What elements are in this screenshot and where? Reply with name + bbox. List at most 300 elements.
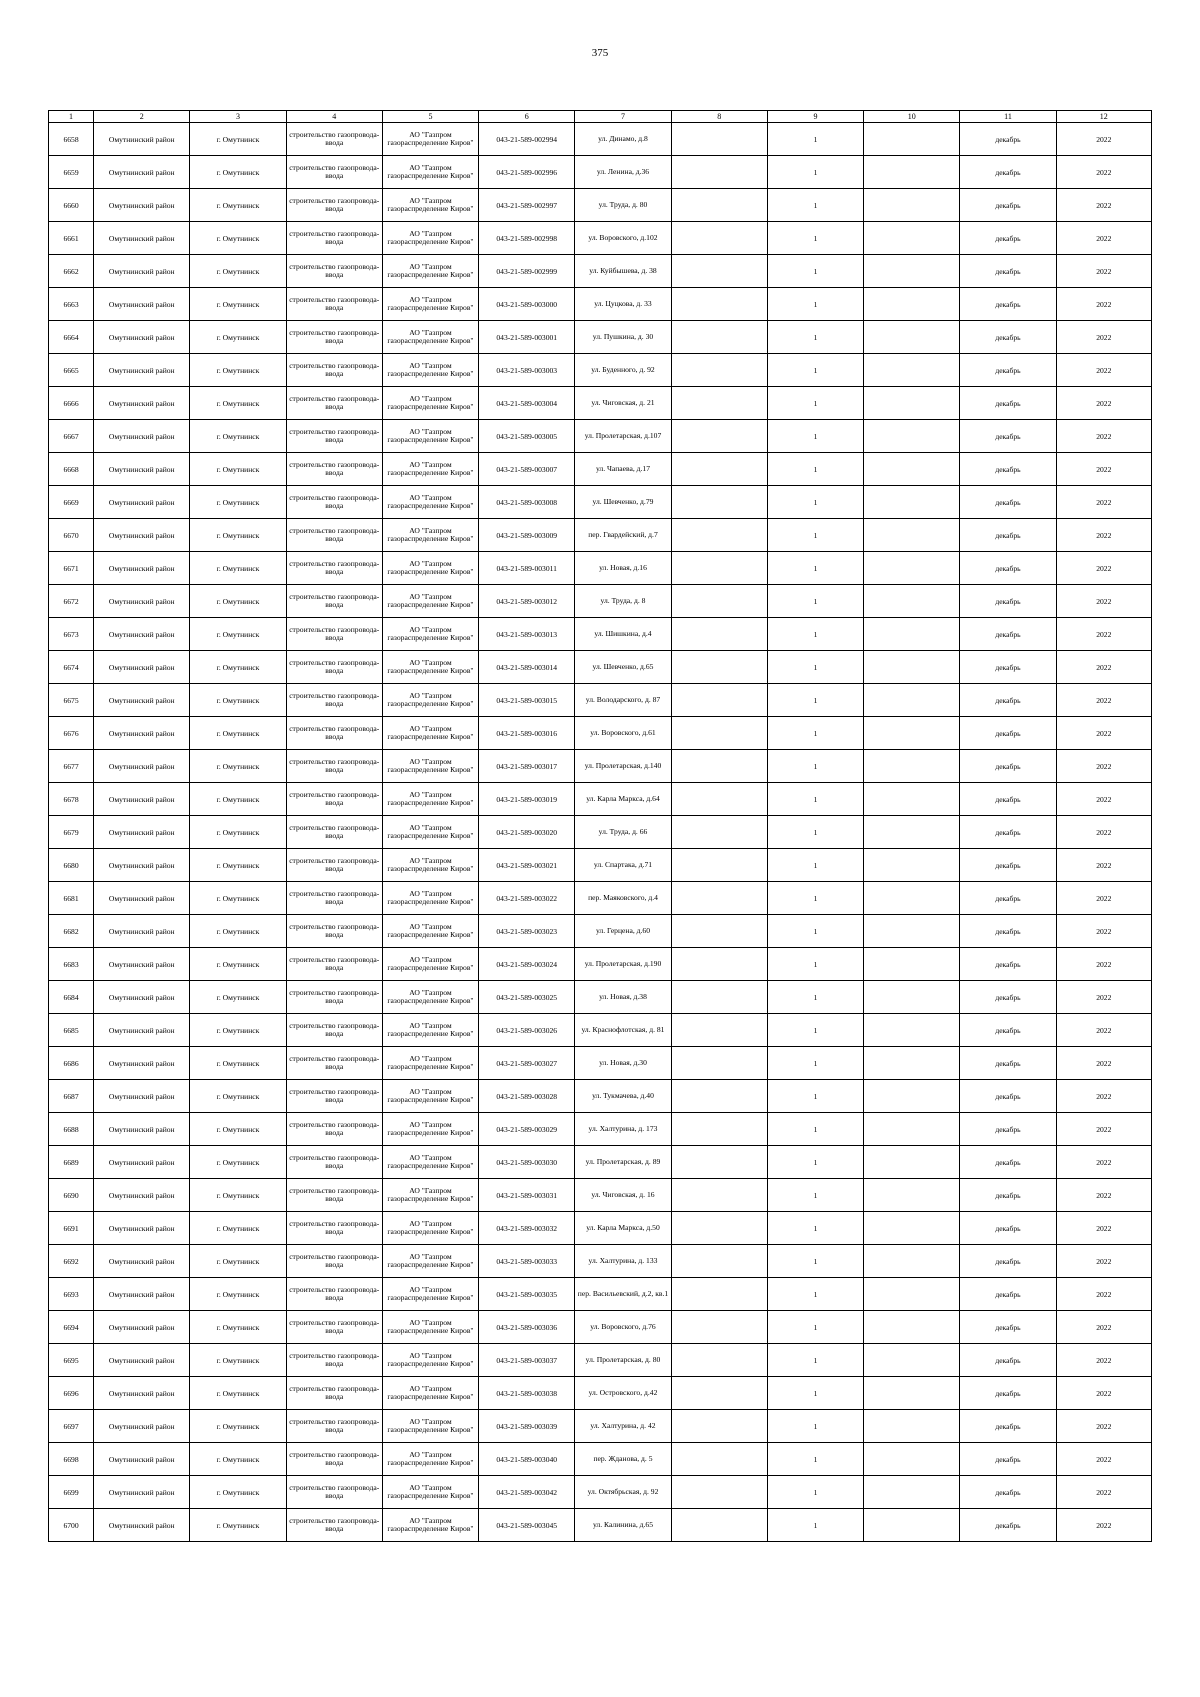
month-cell: декабрь	[960, 123, 1056, 156]
quantity-cell: 1	[767, 519, 863, 552]
code-cell: 043-21-589-003031	[479, 1179, 575, 1212]
district-cell: Омутнинский район	[94, 486, 190, 519]
month-cell: декабрь	[960, 486, 1056, 519]
column-header: 1	[49, 111, 94, 123]
empty-cell	[864, 915, 960, 948]
year-cell: 2022	[1056, 1344, 1151, 1377]
organization-cell: АО "Газпром газораспределение Киров"	[382, 1047, 478, 1080]
code-cell: 043-21-589-003027	[479, 1047, 575, 1080]
organization-cell: АО "Газпром газораспределение Киров"	[382, 1311, 478, 1344]
row-number-cell: 6688	[49, 1113, 94, 1146]
work-type-cell: строительство газопровода-ввода	[286, 387, 382, 420]
city-cell: г. Омутнинск	[190, 1443, 286, 1476]
organization-cell: АО "Газпром газораспределение Киров"	[382, 717, 478, 750]
row-number-cell: 6665	[49, 354, 94, 387]
empty-cell	[864, 321, 960, 354]
address-cell: ул. Пролетарская, д. 80	[575, 1344, 671, 1377]
organization-cell: АО "Газпром газораспределение Киров"	[382, 288, 478, 321]
month-cell: декабрь	[960, 651, 1056, 684]
quantity-cell: 1	[767, 255, 863, 288]
empty-cell	[671, 585, 767, 618]
table-row	[49, 651, 1152, 684]
empty-cell	[864, 1212, 960, 1245]
empty-cell	[671, 651, 767, 684]
month-cell: декабрь	[960, 288, 1056, 321]
address-cell: ул. Чиговская, д. 21	[575, 387, 671, 420]
table-row	[49, 882, 1152, 915]
quantity-cell: 1	[767, 1311, 863, 1344]
work-type-cell: строительство газопровода-ввода	[286, 1509, 382, 1542]
table-row	[49, 618, 1152, 651]
work-type-cell: строительство газопровода-ввода	[286, 849, 382, 882]
district-cell: Омутнинский район	[94, 1476, 190, 1509]
month-cell: декабрь	[960, 981, 1056, 1014]
table-row	[49, 453, 1152, 486]
empty-cell	[864, 1080, 960, 1113]
district-cell: Омутнинский район	[94, 1146, 190, 1179]
row-number-cell: 6683	[49, 948, 94, 981]
table-row	[49, 420, 1152, 453]
row-number-cell: 6681	[49, 882, 94, 915]
quantity-cell: 1	[767, 783, 863, 816]
row-number-cell: 6670	[49, 519, 94, 552]
organization-cell: АО "Газпром газораспределение Киров"	[382, 519, 478, 552]
work-type-cell: строительство газопровода-ввода	[286, 1212, 382, 1245]
table-row	[49, 1410, 1152, 1443]
row-number-cell: 6695	[49, 1344, 94, 1377]
month-cell: декабрь	[960, 1179, 1056, 1212]
year-cell: 2022	[1056, 882, 1151, 915]
organization-cell: АО "Газпром газораспределение Киров"	[382, 816, 478, 849]
quantity-cell: 1	[767, 882, 863, 915]
city-cell: г. Омутнинск	[190, 1410, 286, 1443]
empty-cell	[864, 156, 960, 189]
row-number-cell: 6669	[49, 486, 94, 519]
organization-cell: АО "Газпром газораспределение Киров"	[382, 882, 478, 915]
month-cell: декабрь	[960, 1278, 1056, 1311]
empty-cell	[864, 717, 960, 750]
year-cell: 2022	[1056, 321, 1151, 354]
organization-cell: АО "Газпром газораспределение Киров"	[382, 1410, 478, 1443]
row-number-cell: 6662	[49, 255, 94, 288]
table-row	[49, 156, 1152, 189]
city-cell: г. Омутнинск	[190, 519, 286, 552]
work-type-cell: строительство газопровода-ввода	[286, 816, 382, 849]
table-row	[49, 1113, 1152, 1146]
city-cell: г. Омутнинск	[190, 1377, 286, 1410]
quantity-cell: 1	[767, 552, 863, 585]
city-cell: г. Омутнинск	[190, 981, 286, 1014]
organization-cell: АО "Газпром газораспределение Киров"	[382, 354, 478, 387]
quantity-cell: 1	[767, 321, 863, 354]
work-type-cell: строительство газопровода-ввода	[286, 717, 382, 750]
code-cell: 043-21-589-003040	[479, 1443, 575, 1476]
year-cell: 2022	[1056, 717, 1151, 750]
year-cell: 2022	[1056, 1014, 1151, 1047]
work-type-cell: строительство газопровода-ввода	[286, 189, 382, 222]
organization-cell: АО "Газпром газораспределение Киров"	[382, 1080, 478, 1113]
organization-cell: АО "Газпром газораспределение Киров"	[382, 948, 478, 981]
city-cell: г. Омутнинск	[190, 255, 286, 288]
city-cell: г. Омутнинск	[190, 948, 286, 981]
year-cell: 2022	[1056, 1113, 1151, 1146]
organization-cell: АО "Газпром газораспределение Киров"	[382, 486, 478, 519]
organization-cell: АО "Газпром газораспределение Киров"	[382, 585, 478, 618]
empty-cell	[864, 1146, 960, 1179]
empty-cell	[864, 783, 960, 816]
year-cell: 2022	[1056, 915, 1151, 948]
organization-cell: АО "Газпром газораспределение Киров"	[382, 552, 478, 585]
organization-cell: АО "Газпром газораспределение Киров"	[382, 1344, 478, 1377]
empty-cell	[864, 1014, 960, 1047]
month-cell: декабрь	[960, 618, 1056, 651]
table-row	[49, 684, 1152, 717]
organization-cell: АО "Газпром газораспределение Киров"	[382, 750, 478, 783]
month-cell: декабрь	[960, 750, 1056, 783]
table-row	[49, 1476, 1152, 1509]
code-cell: 043-21-589-002999	[479, 255, 575, 288]
row-number-cell: 6680	[49, 849, 94, 882]
district-cell: Омутнинский район	[94, 288, 190, 321]
month-cell: декабрь	[960, 387, 1056, 420]
quantity-cell: 1	[767, 849, 863, 882]
code-cell: 043-21-589-003001	[479, 321, 575, 354]
row-number-cell: 6700	[49, 1509, 94, 1542]
year-cell: 2022	[1056, 981, 1151, 1014]
city-cell: г. Омутнинск	[190, 783, 286, 816]
work-type-cell: строительство газопровода-ввода	[286, 1014, 382, 1047]
month-cell: декабрь	[960, 1146, 1056, 1179]
month-cell: декабрь	[960, 255, 1056, 288]
quantity-cell: 1	[767, 618, 863, 651]
empty-cell	[864, 816, 960, 849]
city-cell: г. Омутнинск	[190, 882, 286, 915]
city-cell: г. Омутнинск	[190, 321, 286, 354]
district-cell: Омутнинский район	[94, 1245, 190, 1278]
row-number-cell: 6661	[49, 222, 94, 255]
work-type-cell: строительство газопровода-ввода	[286, 420, 382, 453]
year-cell: 2022	[1056, 1476, 1151, 1509]
work-type-cell: строительство газопровода-ввода	[286, 1410, 382, 1443]
organization-cell: АО "Газпром газораспределение Киров"	[382, 420, 478, 453]
month-cell: декабрь	[960, 1245, 1056, 1278]
code-cell: 043-21-589-003009	[479, 519, 575, 552]
empty-cell	[671, 1311, 767, 1344]
city-cell: г. Омутнинск	[190, 123, 286, 156]
table-row	[49, 1311, 1152, 1344]
column-header: 10	[864, 111, 960, 123]
empty-cell	[864, 1377, 960, 1410]
year-cell: 2022	[1056, 354, 1151, 387]
empty-cell	[864, 420, 960, 453]
city-cell: г. Омутнинск	[190, 552, 286, 585]
empty-cell	[671, 948, 767, 981]
district-cell: Омутнинский район	[94, 156, 190, 189]
organization-cell: АО "Газпром газораспределение Киров"	[382, 1476, 478, 1509]
month-cell: декабрь	[960, 1113, 1056, 1146]
empty-cell	[864, 1410, 960, 1443]
empty-cell	[864, 123, 960, 156]
address-cell: пер. Гвардейский, д.7	[575, 519, 671, 552]
organization-cell: АО "Газпром газораспределение Киров"	[382, 783, 478, 816]
work-type-cell: строительство газопровода-ввода	[286, 222, 382, 255]
empty-cell	[864, 288, 960, 321]
quantity-cell: 1	[767, 1212, 863, 1245]
column-header: 8	[671, 111, 767, 123]
quantity-cell: 1	[767, 1344, 863, 1377]
empty-cell	[864, 1179, 960, 1212]
code-cell: 043-21-589-003026	[479, 1014, 575, 1047]
address-cell: ул. Пролетарская, д.190	[575, 948, 671, 981]
work-type-cell: строительство газопровода-ввода	[286, 552, 382, 585]
address-cell: ул. Труда, д. 66	[575, 816, 671, 849]
empty-cell	[671, 915, 767, 948]
organization-cell: АО "Газпром газораспределение Киров"	[382, 651, 478, 684]
organization-cell: АО "Газпром газораспределение Киров"	[382, 1509, 478, 1542]
district-cell: Омутнинский район	[94, 783, 190, 816]
column-header: 5	[382, 111, 478, 123]
quantity-cell: 1	[767, 1377, 863, 1410]
code-cell: 043-21-589-003003	[479, 354, 575, 387]
empty-cell	[671, 1080, 767, 1113]
empty-cell	[864, 1113, 960, 1146]
quantity-cell: 1	[767, 717, 863, 750]
work-type-cell: строительство газопровода-ввода	[286, 1080, 382, 1113]
month-cell: декабрь	[960, 222, 1056, 255]
year-cell: 2022	[1056, 123, 1151, 156]
quantity-cell: 1	[767, 123, 863, 156]
row-number-cell: 6660	[49, 189, 94, 222]
city-cell: г. Омутнинск	[190, 684, 286, 717]
empty-cell	[864, 354, 960, 387]
empty-cell	[671, 1245, 767, 1278]
table-row	[49, 189, 1152, 222]
row-number-cell: 6693	[49, 1278, 94, 1311]
address-cell: пер. Жданова, д. 5	[575, 1443, 671, 1476]
empty-cell	[671, 1344, 767, 1377]
month-cell: декабрь	[960, 585, 1056, 618]
empty-cell	[671, 321, 767, 354]
work-type-cell: строительство газопровода-ввода	[286, 1476, 382, 1509]
organization-cell: АО "Газпром газораспределение Киров"	[382, 915, 478, 948]
table-row	[49, 1212, 1152, 1245]
year-cell: 2022	[1056, 453, 1151, 486]
organization-cell: АО "Газпром газораспределение Киров"	[382, 1245, 478, 1278]
city-cell: г. Омутнинск	[190, 1476, 286, 1509]
code-cell: 043-21-589-002998	[479, 222, 575, 255]
month-cell: декабрь	[960, 189, 1056, 222]
address-cell: ул. Пролетарская, д. 89	[575, 1146, 671, 1179]
empty-cell	[671, 1476, 767, 1509]
empty-cell	[864, 1509, 960, 1542]
work-type-cell: строительство газопровода-ввода	[286, 453, 382, 486]
city-cell: г. Омутнинск	[190, 1278, 286, 1311]
address-cell: ул. Шишкина, д.4	[575, 618, 671, 651]
work-type-cell: строительство газопровода-ввода	[286, 354, 382, 387]
address-cell: ул. Чиговская, д. 16	[575, 1179, 671, 1212]
city-cell: г. Омутнинск	[190, 651, 286, 684]
empty-cell	[864, 189, 960, 222]
empty-cell	[671, 717, 767, 750]
code-cell: 043-21-589-003022	[479, 882, 575, 915]
quantity-cell: 1	[767, 585, 863, 618]
column-header: 2	[94, 111, 190, 123]
table-row	[49, 816, 1152, 849]
quantity-cell: 1	[767, 486, 863, 519]
address-cell: ул. Шевченко, д.65	[575, 651, 671, 684]
address-cell: ул. Пролетарская, д.140	[575, 750, 671, 783]
year-cell: 2022	[1056, 1377, 1151, 1410]
work-type-cell: строительство газопровода-ввода	[286, 288, 382, 321]
year-cell: 2022	[1056, 849, 1151, 882]
month-cell: декабрь	[960, 1014, 1056, 1047]
year-cell: 2022	[1056, 1245, 1151, 1278]
month-cell: декабрь	[960, 816, 1056, 849]
year-cell: 2022	[1056, 288, 1151, 321]
quantity-cell: 1	[767, 453, 863, 486]
organization-cell: АО "Газпром газораспределение Киров"	[382, 453, 478, 486]
district-cell: Омутнинский район	[94, 915, 190, 948]
district-cell: Омутнинский район	[94, 519, 190, 552]
city-cell: г. Омутнинск	[190, 1344, 286, 1377]
code-cell: 043-21-589-003013	[479, 618, 575, 651]
table-row	[49, 1278, 1152, 1311]
row-number-cell: 6666	[49, 387, 94, 420]
month-cell: декабрь	[960, 1443, 1056, 1476]
year-cell: 2022	[1056, 1179, 1151, 1212]
city-cell: г. Омутнинск	[190, 750, 286, 783]
city-cell: г. Омутнинск	[190, 1113, 286, 1146]
table-row	[49, 915, 1152, 948]
district-cell: Омутнинский район	[94, 1410, 190, 1443]
row-number-cell: 6697	[49, 1410, 94, 1443]
row-number-cell: 6672	[49, 585, 94, 618]
empty-cell	[671, 981, 767, 1014]
organization-cell: АО "Газпром газораспределение Киров"	[382, 849, 478, 882]
city-cell: г. Омутнинск	[190, 816, 286, 849]
organization-cell: АО "Газпром газораспределение Киров"	[382, 255, 478, 288]
empty-cell	[671, 1014, 767, 1047]
empty-cell	[671, 288, 767, 321]
column-header: 6	[479, 111, 575, 123]
address-cell: ул. Новая, д.30	[575, 1047, 671, 1080]
table-row	[49, 321, 1152, 354]
header-row	[49, 111, 1152, 123]
month-cell: декабрь	[960, 321, 1056, 354]
table-row	[49, 486, 1152, 519]
empty-cell	[671, 750, 767, 783]
work-type-cell: строительство газопровода-ввода	[286, 1047, 382, 1080]
city-cell: г. Омутнинск	[190, 387, 286, 420]
district-cell: Омутнинский район	[94, 882, 190, 915]
year-cell: 2022	[1056, 816, 1151, 849]
code-cell: 043-21-589-003017	[479, 750, 575, 783]
empty-cell	[671, 618, 767, 651]
month-cell: декабрь	[960, 717, 1056, 750]
work-type-cell: строительство газопровода-ввода	[286, 1179, 382, 1212]
month-cell: декабрь	[960, 453, 1056, 486]
work-type-cell: строительство газопровода-ввода	[286, 123, 382, 156]
code-cell: 043-21-589-003014	[479, 651, 575, 684]
empty-cell	[671, 816, 767, 849]
empty-cell	[671, 783, 767, 816]
table-row	[49, 1047, 1152, 1080]
work-type-cell: строительство газопровода-ввода	[286, 255, 382, 288]
empty-cell	[864, 1443, 960, 1476]
address-cell: ул. Тукмачева, д.40	[575, 1080, 671, 1113]
table-row	[49, 849, 1152, 882]
year-cell: 2022	[1056, 750, 1151, 783]
address-cell: ул. Октябрьская, д. 92	[575, 1476, 671, 1509]
empty-cell	[864, 981, 960, 1014]
empty-cell	[671, 684, 767, 717]
empty-cell	[671, 1410, 767, 1443]
row-number-cell: 6664	[49, 321, 94, 354]
work-type-cell: строительство газопровода-ввода	[286, 684, 382, 717]
organization-cell: АО "Газпром газораспределение Киров"	[382, 1212, 478, 1245]
address-cell: ул. Ленина, д.36	[575, 156, 671, 189]
year-cell: 2022	[1056, 519, 1151, 552]
code-cell: 043-21-589-002996	[479, 156, 575, 189]
address-cell: ул. Труда, д. 80	[575, 189, 671, 222]
district-cell: Омутнинский район	[94, 618, 190, 651]
empty-cell	[864, 1245, 960, 1278]
work-type-cell: строительство газопровода-ввода	[286, 618, 382, 651]
quantity-cell: 1	[767, 1047, 863, 1080]
address-cell: ул. Пушкина, д. 30	[575, 321, 671, 354]
code-cell: 043-21-589-003024	[479, 948, 575, 981]
table-row	[49, 1080, 1152, 1113]
year-cell: 2022	[1056, 387, 1151, 420]
address-cell: ул. Халтурина, д. 173	[575, 1113, 671, 1146]
empty-cell	[671, 1212, 767, 1245]
empty-cell	[864, 552, 960, 585]
empty-cell	[671, 1278, 767, 1311]
city-cell: г. Омутнинск	[190, 1146, 286, 1179]
row-number-cell: 6676	[49, 717, 94, 750]
work-type-cell: строительство газопровода-ввода	[286, 1278, 382, 1311]
district-cell: Омутнинский район	[94, 1344, 190, 1377]
year-cell: 2022	[1056, 783, 1151, 816]
work-type-cell: строительство газопровода-ввода	[286, 783, 382, 816]
table-row	[49, 585, 1152, 618]
district-cell: Омутнинский район	[94, 321, 190, 354]
organization-cell: АО "Газпром газораспределение Киров"	[382, 1278, 478, 1311]
quantity-cell: 1	[767, 1443, 863, 1476]
row-number-cell: 6678	[49, 783, 94, 816]
district-cell: Омутнинский район	[94, 816, 190, 849]
address-cell: ул. Новая, д.16	[575, 552, 671, 585]
organization-cell: АО "Газпром газораспределение Киров"	[382, 1179, 478, 1212]
table-row	[49, 288, 1152, 321]
address-cell: ул. Островского, д.42	[575, 1377, 671, 1410]
address-cell: ул. Новая, д.38	[575, 981, 671, 1014]
register-table	[48, 110, 1152, 1542]
year-cell: 2022	[1056, 1047, 1151, 1080]
code-cell: 043-21-589-003036	[479, 1311, 575, 1344]
code-cell: 043-21-589-003005	[479, 420, 575, 453]
empty-cell	[671, 1047, 767, 1080]
city-cell: г. Омутнинск	[190, 354, 286, 387]
row-number-cell: 6663	[49, 288, 94, 321]
work-type-cell: строительство газопровода-ввода	[286, 1344, 382, 1377]
organization-cell: АО "Газпром газораспределение Киров"	[382, 1146, 478, 1179]
empty-cell	[671, 519, 767, 552]
empty-cell	[671, 1113, 767, 1146]
row-number-cell: 6668	[49, 453, 94, 486]
year-cell: 2022	[1056, 684, 1151, 717]
organization-cell: АО "Газпром газораспределение Киров"	[382, 1377, 478, 1410]
